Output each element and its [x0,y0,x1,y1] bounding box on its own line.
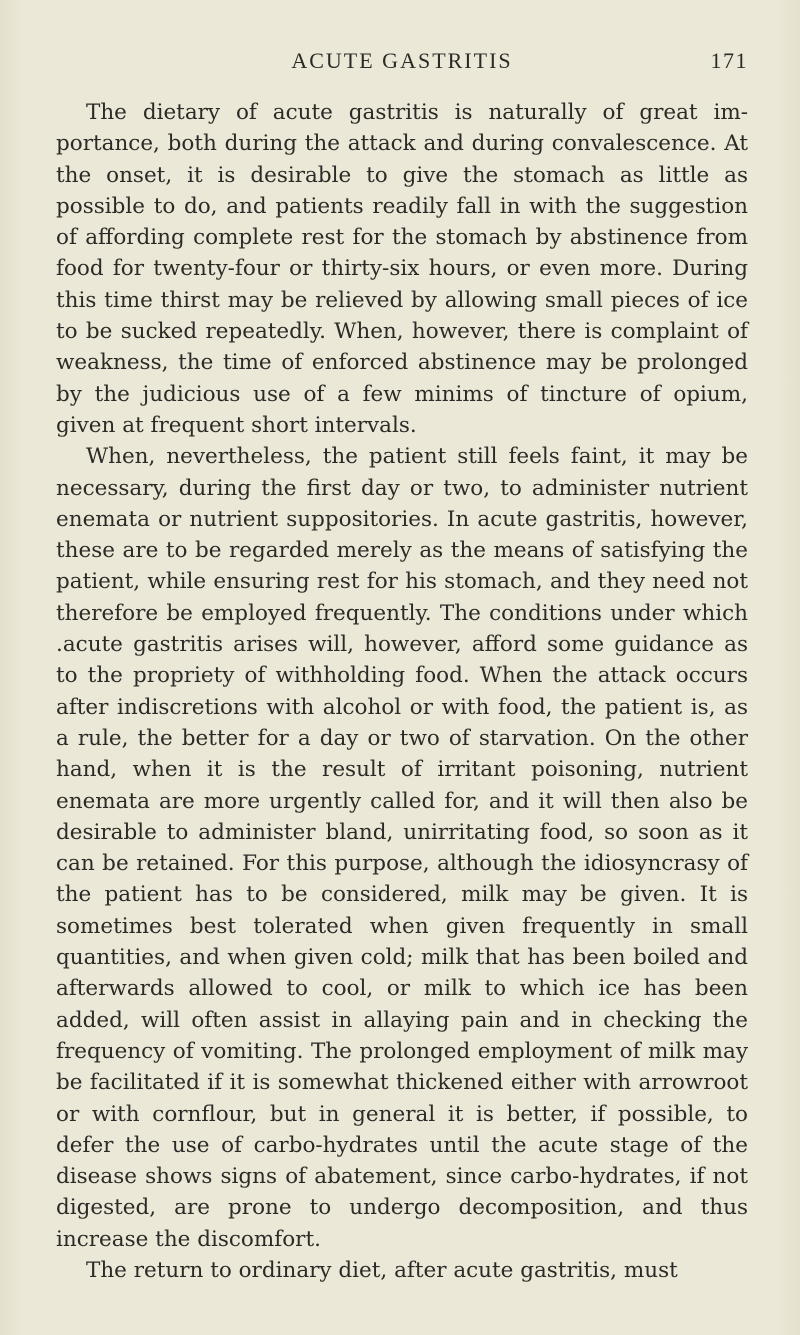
paragraph: The dietary of acute gastritis is naturally of great importance, both during the attack and during convalescence. At the onset, it is desirable to give the stomach as little as possible to do, and patients readily fall in with the suggestion of affording complete rest for the stomach by abstinence from food for twenty-four or thirty-six hours, or even more. During this time thirst may be relieved by allowing small pieces of ice to be sucked repeatedly. When, however, there is complaint of weakness, the time of enforced abstinence may be prolonged by the judicious use of a few minims of tincture of opium, given at frequent short intervals. [56,100,748,438]
paragraph: The return to ordinary diet, after acute gastritis, must [86,1257,678,1283]
body-text [56,97,748,1286]
page-header [56,48,748,76]
running-head: ACUTE GASTRITIS [291,48,513,73]
paragraph: When, nevertheless, the patient still feels faint, it may be necessary, during the first day or two, to administer nutrient enemata or nutrient suppositories. In acute gastritis, however, these are to be regarded merely as the means of satisfying the patient, while ensuring rest for his stomach, and they need not therefore be employed frequently. The conditions under which .acute gastritis arises will, however, afford some guidance as to the propriety of withholding food. When the attack occurs after indiscretions with alcohol or with food, the patient is, as a rule, the better for a day or two of starvation. On the other hand, when it is the result of irritant poisoning, nutrient enemata are more urgently called for, and it will then also be desirable to administer bland, unirritating food, so soon as it can be retained. For this purpose, although the idiosyncrasy of the patient has to be considered, milk may be given. It is sometimes best tolerated when given frequently in small quantities, and when given cold; milk that has been boiled and afterwards allowed to cool, or milk to which ice has been added, will often assist in allaying pain and in checking the frequency of vomiting. The prolonged employment of milk may be facilitated if it is somewhat thickened either with arrowroot or with cornflour, but in general it is better, if possible, to defer the use of carbo-hydrates until the acute stage of the disease shows signs of abatement, since carbo-hydrates, if not digested, are prone to undergo decomposition, and thus increase the discomfort. [56,444,748,1252]
page-number: 171 [710,48,748,73]
